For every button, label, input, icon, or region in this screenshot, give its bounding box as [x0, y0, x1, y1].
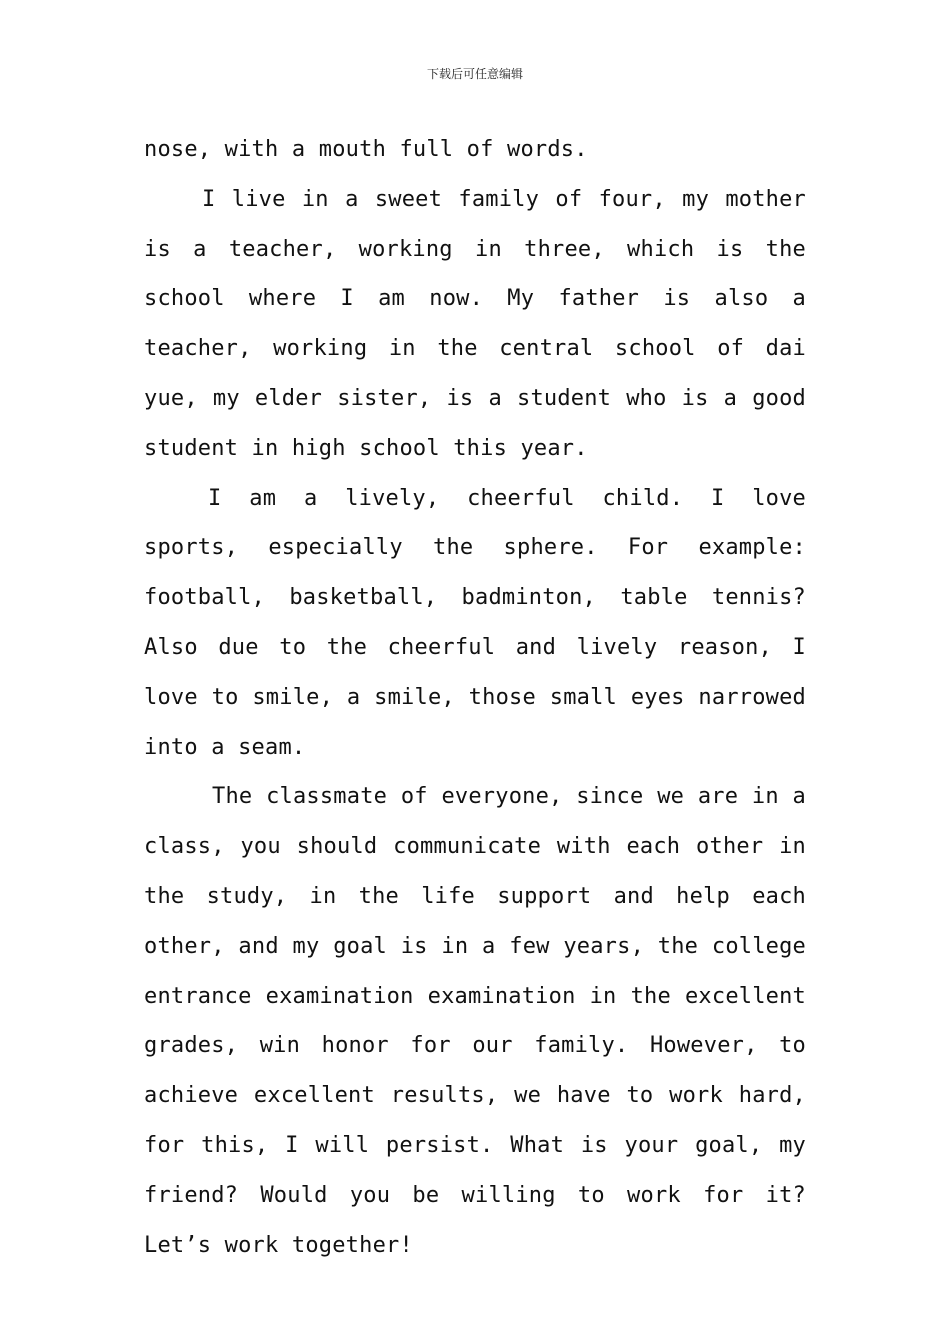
paragraph-family: I live in a sweet family of four, my mother is a teacher, working in three, which is the school where I am now. My father is also a teacher, working in the central school of dai yue, my elder sister, is a student who is a good student in high school this year. [144, 186, 806, 461]
page-header: 下载后可任意编辑 [426, 67, 523, 81]
paragraph-continuation: nose, with a mouth full of words. [144, 137, 588, 162]
document-body [144, 125, 806, 1270]
paragraph-personality: I am a lively, cheerful child. I love sports, especially the sphere. For example: football, basketball, badminton, table tennis? Also due to the cheerful and lively reason, I love to smile, a smile, those small eyes narrowed into a seam. [144, 485, 806, 760]
paragraph-goals: The classmate of everyone, since we are in a class, you should communicate with each other in the study, in the life support and help each other, and my goal is in a few years, the college entrance examination examination in the excellent grades, win honor for our family. However, to achieve excellent results, we have to work hard, for this, I will persist. What is your goal, my friend? Would you be willing to work for it? Let’s work together! [144, 784, 806, 1258]
